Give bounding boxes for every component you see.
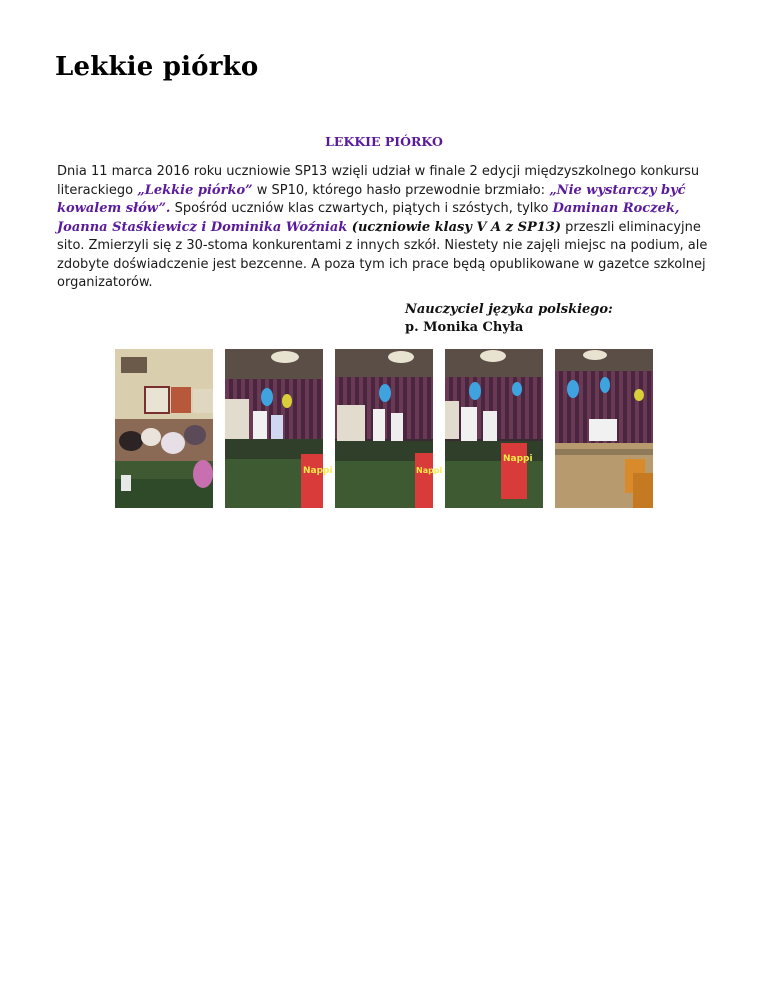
article-text-2: w SP10, którego hasło przewodnie brzmiało:	[252, 182, 550, 198]
photo-4-stage[interactable]	[445, 349, 543, 508]
product-label-2: Nappi	[303, 466, 333, 476]
photo-1-image	[115, 349, 213, 508]
article-text-4: przeszli eliminacyjne sito. Zmierzyli się z 30-stoma konkurentami z innych szkół. Niestety nie zajęli miejsc na podium, ale zdobyte doświadczenie jest bezcenne. A poza tym ich prace będą opublikowane w gazetce szkolnej organizatorów.	[57, 219, 708, 290]
product-label-4: Nappi	[503, 454, 533, 464]
photo-1-audience[interactable]	[115, 349, 213, 508]
student-class: (uczniowie klasy V A z SP13)	[347, 219, 561, 235]
article-heading: LEKKIE PIÓRKO	[325, 134, 443, 149]
article-text-1: Dnia 11 marca 2016 roku uczniowie SP13 wzięli udział w finale 2 edycji międzyszkolnego konkursu literackiego	[57, 164, 700, 198]
contest-name: „Lekkie piórko”	[137, 182, 253, 198]
photo-2-image	[225, 349, 333, 508]
photo-gallery	[115, 349, 655, 508]
photo-5-image	[555, 349, 653, 508]
photo-2-stage[interactable]	[225, 349, 333, 508]
student-names: Daminan Roczek, Joanna Staśkiewicz i Dominika Woźniak	[57, 201, 680, 235]
signature-name: p. Monika Chyła	[405, 320, 524, 335]
article-text-3: Spośród uczniów klas czwartych, piątych i szóstych, tylko	[170, 201, 553, 216]
article-body	[57, 163, 717, 293]
signature-role: Nauczyciel języka polskiego:	[405, 302, 613, 317]
product-label-3: Nappi	[416, 466, 443, 475]
contest-motto: „Nie wystarczy być kowalem słów”.	[57, 182, 686, 216]
photo-4-image	[445, 349, 543, 508]
signature	[405, 301, 613, 337]
page-title: Lekkie piórko	[55, 52, 259, 82]
photo-3-image	[335, 349, 443, 508]
photo-5-stage-wide[interactable]	[555, 349, 653, 508]
photo-3-stage[interactable]	[335, 349, 443, 508]
